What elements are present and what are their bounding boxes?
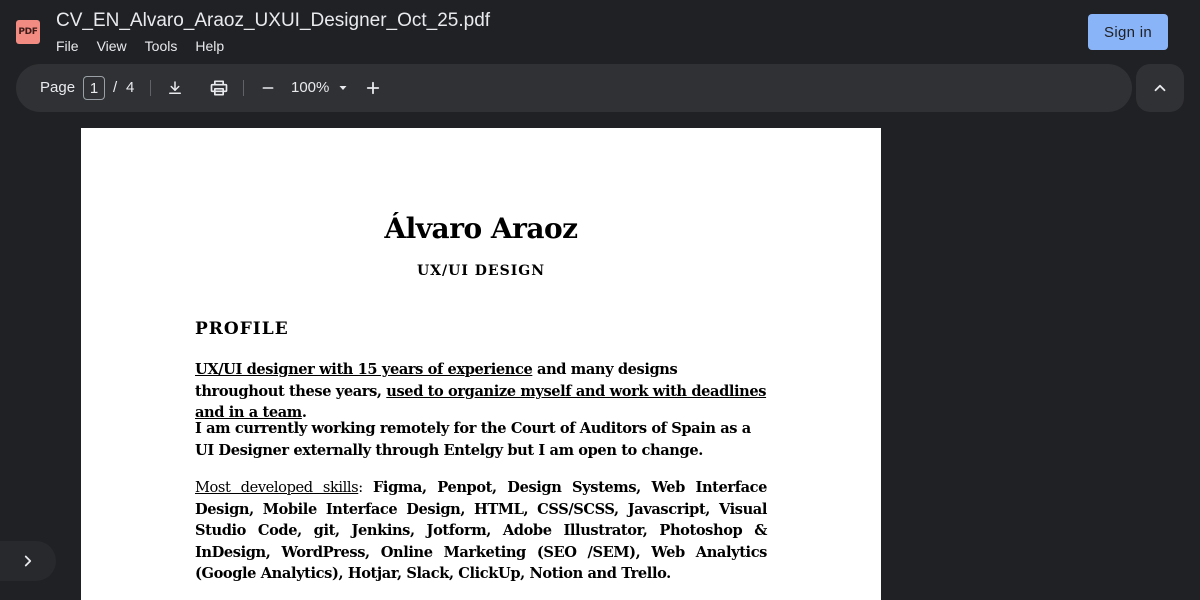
toolbar-divider [150,80,151,96]
experience-end: . [301,404,307,421]
menu-tools[interactable]: Tools [144,38,178,54]
menu-help[interactable]: Help [195,38,225,54]
chevron-up-icon [1151,79,1169,97]
title-bar [0,0,1200,64]
pdf-file-icon: PDF [16,20,40,44]
document-title: CV_EN_Alvaro_Araoz_UXUI_Designer_Oct_25.pdf [56,10,491,31]
skills-colon: : [358,479,373,496]
print-button[interactable] [205,74,233,102]
cv-name: Álvaro Araoz [384,212,578,245]
zoom-in-button[interactable] [359,74,387,102]
skills-label: Most developed skills [195,479,359,496]
profile-paragraph-experience [195,359,767,424]
menu-view[interactable]: View [96,38,127,54]
chevron-right-icon [19,552,37,570]
profile-paragraph-skills [195,477,767,585]
collapse-toolbar-button[interactable] [1136,64,1184,112]
chevron-down-icon [337,82,349,94]
pdf-toolbar [16,64,1132,112]
toolbar-divider [243,80,244,96]
experience-highlight: UX/UI designer with 15 years of experience [195,361,533,378]
page-separator: / [113,79,118,96]
menu-bar [56,38,224,54]
download-button[interactable] [161,74,189,102]
page-label: Page [40,79,76,96]
sidebar-toggle-button[interactable] [0,541,56,581]
cv-role: UX/UI DESIGN [416,263,546,279]
skills-list: Figma, Penpot, Design Systems, Web Interface Design, Mobile Interface Design, HTML, CSS/SCSS, Javascript, Visual Studio Code, git, Jenkins, Jotform, Adobe Illustrator, Photoshop & InDesign, WordPress, Online Marketing (SEO /SEM), Web Analytics (Google Analytics), Hotjar, Slack, ClickUp, Notion and Trello. [195,479,767,582]
menu-file[interactable]: File [56,38,79,54]
zoom-dropdown-button[interactable] [329,74,357,102]
sign-in-button[interactable]: Sign in [1088,14,1168,50]
profile-paragraph-current-job: I am currently working remotely for the Court of Auditors of Spain as a UI Designer externally through Entelgy but I am open to change. [195,420,751,459]
section-title-profile: PROFILE [195,319,289,339]
zoom-level[interactable]: 100% [291,79,330,96]
page-number-input[interactable] [83,76,105,100]
zoom-in-icon [364,79,382,97]
teamwork-highlight: used to organize myself and work with deadlines and in a team [195,382,767,421]
print-icon [209,78,229,98]
zoom-out-icon [260,80,276,96]
zoom-out-button[interactable] [254,74,282,102]
pdf-page [81,128,881,600]
total-pages: 4 [126,79,135,96]
download-icon [166,79,184,97]
experience-text: and many designs throughout these years, [195,361,678,400]
